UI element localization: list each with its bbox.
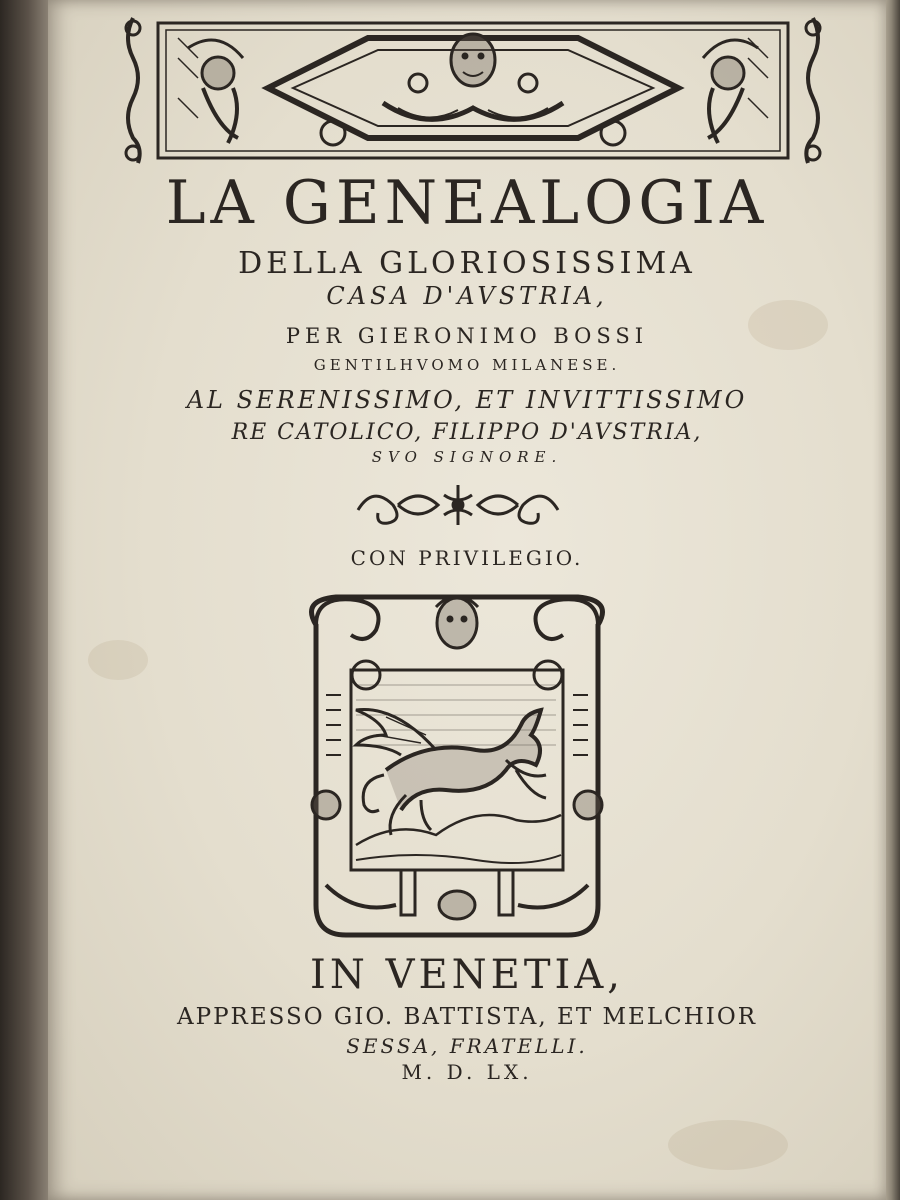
imprint-year: M. D. LX. bbox=[401, 1060, 533, 1084]
dedication-line-2: RE CATOLICO, FILIPPO D'AVSTRIA, bbox=[231, 420, 703, 445]
author-description: GENTILHVOMO MILANESE. bbox=[313, 356, 621, 374]
paper-stain bbox=[668, 1120, 788, 1170]
subtitle-line-1: DELLA GLORIOSISSIMA bbox=[238, 246, 696, 281]
dedication-line-1: AL SERENISSIMO, ET INVITTISSIMO bbox=[186, 386, 748, 414]
dedication-line-3: SVO SIGNORE. bbox=[371, 448, 563, 466]
subtitle-line-2: CASA D'AVSTRIA, bbox=[326, 282, 608, 310]
title-page bbox=[48, 0, 886, 1200]
paper-stain bbox=[88, 640, 148, 680]
pegasus-printer-device-icon bbox=[296, 585, 618, 945]
book-title: LA GENEALOGIA bbox=[165, 168, 769, 238]
imprint-printer-line-1: APPRESSO GIO. BATTISTA, ET MELCHIOR bbox=[176, 1004, 758, 1030]
imprint-printer-line-2: SESSA, FRATELLI. bbox=[346, 1034, 588, 1058]
privilege-line: CON PRIVILEGIO. bbox=[350, 546, 584, 570]
woodcut-headpiece-icon bbox=[118, 8, 828, 168]
author-line: PER GIERONIMO BOSSI bbox=[285, 324, 649, 348]
imprint-place: IN VENETIA, bbox=[310, 952, 624, 998]
fleuron-ornament-icon bbox=[348, 480, 568, 530]
